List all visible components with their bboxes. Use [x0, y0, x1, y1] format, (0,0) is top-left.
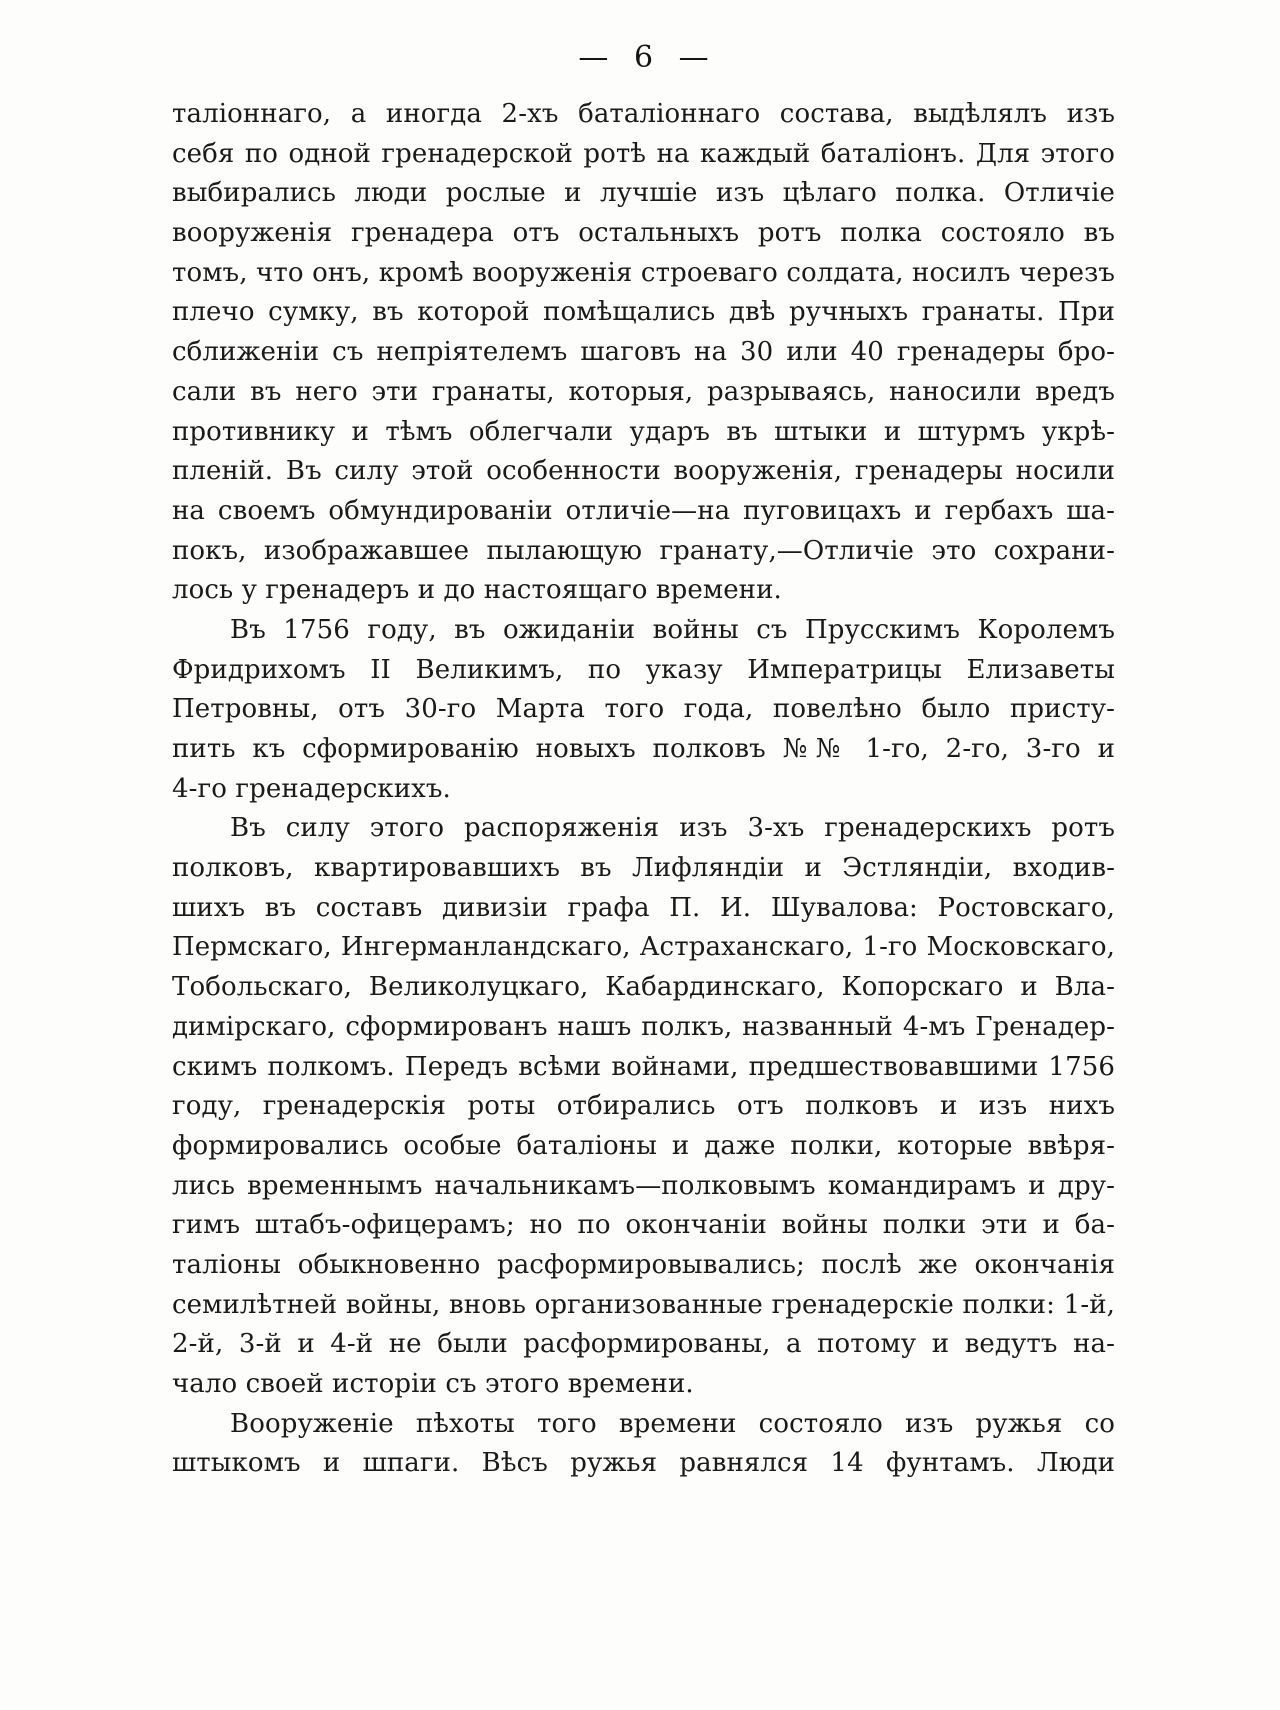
- text-line: Въ 1756 году, въ ожиданіи войны съ Прусскимъ Королемъ: [230, 614, 1115, 645]
- text-line: Пермскаго, Ингерманландскаго, Астраханскаго, 1-го Московскаго,: [172, 932, 1115, 963]
- text-line: таліоннаго, а иногда 2-хъ баталіоннаго состава, выдѣлялъ изъ: [172, 99, 1115, 129]
- text-line: 4-го гренадерскихъ.: [172, 773, 451, 804]
- text-line: 2-й, 3-й и 4-й не были расформированы, а потому и ведутъ на-: [172, 1329, 1115, 1360]
- text-line: на своемъ обмундированіи отличіе—на пуговицахъ и гербахъ ша-: [172, 495, 1115, 526]
- text-line: скимъ полкомъ. Передъ всѣми войнами, предшествовавшими 1756: [172, 1051, 1115, 1082]
- text-line: Фридрихомъ II Великимъ, по указу Императрицы Елизаветы: [172, 654, 1115, 685]
- text-line: лись временнымъ начальникамъ—полковымъ командирамъ и дру-: [172, 1170, 1115, 1201]
- text-line: шихъ въ составъ дивизіи графа П. И. Шувалова: Ростовскаго,: [172, 892, 1115, 923]
- text-line: противнику и тѣмъ облегчали ударъ въ штыки и штурмъ укрѣ-: [172, 416, 1115, 447]
- text-line: полковъ, квартировавшихъ въ Лифляндіи и Эстляндіи, входив-: [172, 853, 1115, 884]
- text-line: Тобольскаго, Великолуцкаго, Кабардинскаго, Копорскаго и Вла-: [172, 972, 1115, 1003]
- text-line: димірскаго, сформированъ нашъ полкъ, названный 4-мъ Гренадер-: [172, 1011, 1115, 1042]
- page-number: — 6 —: [578, 40, 709, 75]
- text-line: пленій. Въ силу этой особенности вооруженія, гренадеры носили: [172, 456, 1115, 487]
- text-line: томъ, что онъ, кромѣ вооруженія строеваго солдата, носилъ черезъ: [172, 257, 1115, 288]
- text-line: плечо сумку, въ которой помѣщались двѣ ручныхъ гранаты. При: [172, 297, 1115, 328]
- text-line: выбирались люди рослые и лучшіе изъ цѣлаго полка. Отличіе: [172, 178, 1115, 209]
- page-header: [172, 38, 1115, 78]
- text-line: себя по одной гренадерской ротѣ на каждый баталіонъ. Для этого: [172, 138, 1115, 169]
- text-line: Вооруженіе пѣхоты того времени состояло изъ ружья со: [230, 1408, 1115, 1439]
- text-line: сали въ него эти гранаты, которыя, разрываясь, наносили вредъ: [172, 376, 1115, 407]
- text-line: вооруженія гренадера отъ остальныхъ ротъ полка состояло въ: [172, 218, 1115, 249]
- body-text: [172, 95, 1115, 1484]
- text-line: году, гренадерскія роты отбирались отъ полковъ и изъ нихъ: [172, 1091, 1115, 1122]
- text-line: покъ, изображавшее пылающую гранату,—Отличіе это сохрани-: [172, 535, 1115, 566]
- text-line: формировались особые баталіоны и даже полки, которые ввѣря-: [172, 1130, 1115, 1161]
- text-line: чало своей исторіи съ этого времени.: [172, 1369, 694, 1399]
- text-line: Въ силу этого распоряженія изъ 3-хъ гренадерскихъ ротъ: [230, 813, 1115, 844]
- text-line: штыкомъ и шпаги. Вѣсъ ружья равнялся 14 фунтамъ. Люди: [172, 1448, 1115, 1479]
- text-line: пить къ сформированію новыхъ полковъ №№ 1-го, 2-го, 3-го и: [172, 734, 1115, 764]
- text-line: Петровны, отъ 30-го Марта того года, повелѣно было присту-: [172, 694, 1115, 725]
- text-line: сближеніи съ непріятелемъ шаговъ на 30 или 40 гренадеры бро-: [172, 337, 1115, 368]
- text-line: семилѣтней войны, вновь организованные гренадерскіе полки: 1-й,: [172, 1289, 1115, 1320]
- text-line: таліоны обыкновенно расформировывались; послѣ же окончанія: [172, 1249, 1115, 1280]
- text-line: гимъ штабъ-офицерамъ; но по окончаніи войны полки эти и ба-: [172, 1210, 1115, 1241]
- text-line: лось у гренадеръ и до настоящаго времени.: [172, 575, 782, 606]
